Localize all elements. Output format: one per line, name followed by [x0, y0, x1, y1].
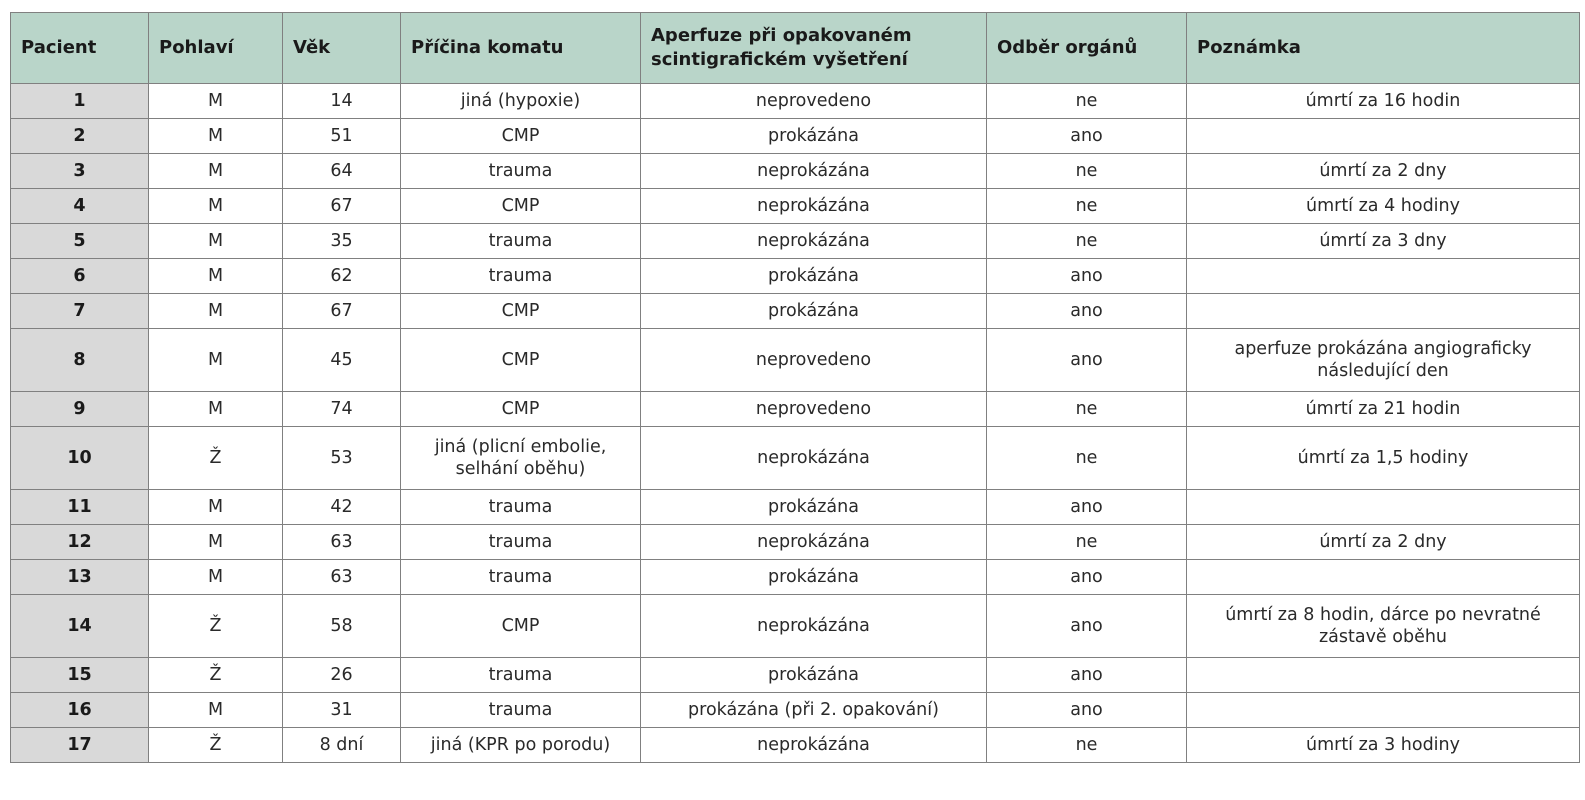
cell-odber: ano	[987, 259, 1187, 294]
cell-pricina: jiná (plicní embolie, selhání oběhu)	[401, 427, 641, 490]
table-row	[11, 259, 1580, 294]
cell-pohlavi: M	[149, 693, 283, 728]
cell-odber: ne	[987, 189, 1187, 224]
table-row	[11, 560, 1580, 595]
cell-vek: 63	[283, 525, 401, 560]
cell-pohlavi: M	[149, 329, 283, 392]
cell-odber: ne	[987, 84, 1187, 119]
patient-table-container	[10, 12, 1580, 763]
cell-poznamka	[1187, 658, 1580, 693]
cell-pricina: CMP	[401, 119, 641, 154]
table-row	[11, 224, 1580, 259]
cell-aperfuze: prokázána	[641, 490, 987, 525]
cell-pohlavi: M	[149, 294, 283, 329]
header-pacient: Pacient	[11, 13, 149, 84]
cell-pricina: trauma	[401, 525, 641, 560]
cell-poznamka: úmrtí za 8 hodin, dárce po nevratné zástavě oběhu	[1187, 595, 1580, 658]
cell-pacient: 2	[11, 119, 149, 154]
cell-pacient: 12	[11, 525, 149, 560]
cell-pricina: trauma	[401, 224, 641, 259]
cell-pohlavi: Ž	[149, 658, 283, 693]
cell-poznamka: úmrtí za 3 dny	[1187, 224, 1580, 259]
header-row	[11, 13, 1580, 84]
cell-odber: ne	[987, 728, 1187, 763]
cell-poznamka: úmrtí za 21 hodin	[1187, 392, 1580, 427]
cell-pricina: trauma	[401, 259, 641, 294]
cell-pacient: 16	[11, 693, 149, 728]
cell-pohlavi: M	[149, 259, 283, 294]
cell-odber: ne	[987, 154, 1187, 189]
cell-pohlavi: M	[149, 189, 283, 224]
cell-odber: ne	[987, 427, 1187, 490]
cell-poznamka: úmrtí za 16 hodin	[1187, 84, 1580, 119]
cell-odber: ano	[987, 329, 1187, 392]
cell-aperfuze: neprokázána	[641, 595, 987, 658]
cell-pacient: 6	[11, 259, 149, 294]
cell-pacient: 10	[11, 427, 149, 490]
cell-pohlavi: Ž	[149, 595, 283, 658]
cell-odber: ano	[987, 693, 1187, 728]
cell-pacient: 13	[11, 560, 149, 595]
cell-aperfuze: neprokázána	[641, 525, 987, 560]
cell-odber: ano	[987, 560, 1187, 595]
cell-vek: 8 dní	[283, 728, 401, 763]
cell-pricina: CMP	[401, 595, 641, 658]
cell-pacient: 7	[11, 294, 149, 329]
cell-poznamka	[1187, 259, 1580, 294]
table-row	[11, 294, 1580, 329]
cell-vek: 74	[283, 392, 401, 427]
table-row	[11, 154, 1580, 189]
cell-pacient: 8	[11, 329, 149, 392]
cell-pricina: trauma	[401, 490, 641, 525]
cell-pricina: CMP	[401, 329, 641, 392]
cell-pricina: trauma	[401, 658, 641, 693]
cell-poznamka: úmrtí za 4 hodiny	[1187, 189, 1580, 224]
cell-poznamka	[1187, 294, 1580, 329]
cell-vek: 26	[283, 658, 401, 693]
cell-aperfuze: prokázána	[641, 259, 987, 294]
cell-poznamka: úmrtí za 3 hodiny	[1187, 728, 1580, 763]
cell-poznamka: úmrtí za 2 dny	[1187, 154, 1580, 189]
cell-pacient: 1	[11, 84, 149, 119]
cell-aperfuze: neprokázána	[641, 189, 987, 224]
table-row	[11, 728, 1580, 763]
table-row	[11, 392, 1580, 427]
cell-pacient: 11	[11, 490, 149, 525]
cell-pricina: jiná (hypoxie)	[401, 84, 641, 119]
cell-pacient: 5	[11, 224, 149, 259]
cell-aperfuze: neprokázána	[641, 224, 987, 259]
table-row	[11, 525, 1580, 560]
table-row	[11, 329, 1580, 392]
table-header	[11, 13, 1580, 84]
cell-odber: ano	[987, 658, 1187, 693]
cell-pohlavi: M	[149, 84, 283, 119]
table-row	[11, 595, 1580, 658]
cell-pohlavi: M	[149, 490, 283, 525]
cell-pohlavi: Ž	[149, 728, 283, 763]
cell-pacient: 17	[11, 728, 149, 763]
cell-poznamka	[1187, 693, 1580, 728]
cell-aperfuze: neprokázána	[641, 427, 987, 490]
table-row	[11, 490, 1580, 525]
cell-pricina: trauma	[401, 693, 641, 728]
cell-vek: 67	[283, 189, 401, 224]
cell-pricina: trauma	[401, 154, 641, 189]
cell-aperfuze: neprokázána	[641, 154, 987, 189]
patient-table	[10, 12, 1580, 763]
cell-pohlavi: M	[149, 119, 283, 154]
table-row	[11, 658, 1580, 693]
header-poznamka: Poznámka	[1187, 13, 1580, 84]
cell-poznamka	[1187, 490, 1580, 525]
cell-pohlavi: M	[149, 525, 283, 560]
cell-poznamka: aperfuze prokázána angiograficky následující den	[1187, 329, 1580, 392]
cell-vek: 51	[283, 119, 401, 154]
cell-pacient: 9	[11, 392, 149, 427]
cell-aperfuze: prokázána	[641, 294, 987, 329]
table-body	[11, 84, 1580, 763]
header-odber-organu: Odběr orgánů	[987, 13, 1187, 84]
cell-pricina: CMP	[401, 294, 641, 329]
cell-aperfuze: neprovedeno	[641, 329, 987, 392]
cell-pacient: 3	[11, 154, 149, 189]
table-row	[11, 693, 1580, 728]
cell-odber: ne	[987, 392, 1187, 427]
table-row	[11, 427, 1580, 490]
cell-poznamka: úmrtí za 1,5 hodiny	[1187, 427, 1580, 490]
cell-pohlavi: M	[149, 392, 283, 427]
cell-vek: 63	[283, 560, 401, 595]
header-vek: Věk	[283, 13, 401, 84]
cell-odber: ano	[987, 490, 1187, 525]
cell-aperfuze: neprokázána	[641, 728, 987, 763]
cell-pricina: CMP	[401, 189, 641, 224]
table-row	[11, 119, 1580, 154]
cell-vek: 14	[283, 84, 401, 119]
cell-pricina: CMP	[401, 392, 641, 427]
cell-odber: ano	[987, 595, 1187, 658]
cell-pacient: 14	[11, 595, 149, 658]
cell-pohlavi: M	[149, 154, 283, 189]
cell-poznamka	[1187, 119, 1580, 154]
cell-pricina: trauma	[401, 560, 641, 595]
cell-aperfuze: prokázána	[641, 560, 987, 595]
table-row	[11, 84, 1580, 119]
header-pricina-komatu: Příčina komatu	[401, 13, 641, 84]
cell-odber: ne	[987, 525, 1187, 560]
cell-vek: 58	[283, 595, 401, 658]
cell-vek: 64	[283, 154, 401, 189]
cell-vek: 53	[283, 427, 401, 490]
cell-aperfuze: neprovedeno	[641, 392, 987, 427]
cell-odber: ne	[987, 224, 1187, 259]
cell-odber: ano	[987, 119, 1187, 154]
cell-pohlavi: M	[149, 224, 283, 259]
cell-poznamka: úmrtí za 2 dny	[1187, 525, 1580, 560]
cell-aperfuze: neprovedeno	[641, 84, 987, 119]
cell-aperfuze: prokázána	[641, 119, 987, 154]
table-row	[11, 189, 1580, 224]
cell-pohlavi: Ž	[149, 427, 283, 490]
cell-pacient: 15	[11, 658, 149, 693]
cell-poznamka	[1187, 560, 1580, 595]
header-aperfuze: Aperfuze při opakovaném scintigrafickém vyšetření	[641, 13, 987, 84]
cell-vek: 67	[283, 294, 401, 329]
cell-pohlavi: M	[149, 560, 283, 595]
cell-pricina: jiná (KPR po porodu)	[401, 728, 641, 763]
cell-vek: 42	[283, 490, 401, 525]
header-pohlavi: Pohlaví	[149, 13, 283, 84]
cell-aperfuze: prokázána	[641, 658, 987, 693]
cell-aperfuze: prokázána (při 2. opakování)	[641, 693, 987, 728]
cell-odber: ano	[987, 294, 1187, 329]
cell-pacient: 4	[11, 189, 149, 224]
cell-vek: 62	[283, 259, 401, 294]
cell-vek: 45	[283, 329, 401, 392]
cell-vek: 35	[283, 224, 401, 259]
cell-vek: 31	[283, 693, 401, 728]
